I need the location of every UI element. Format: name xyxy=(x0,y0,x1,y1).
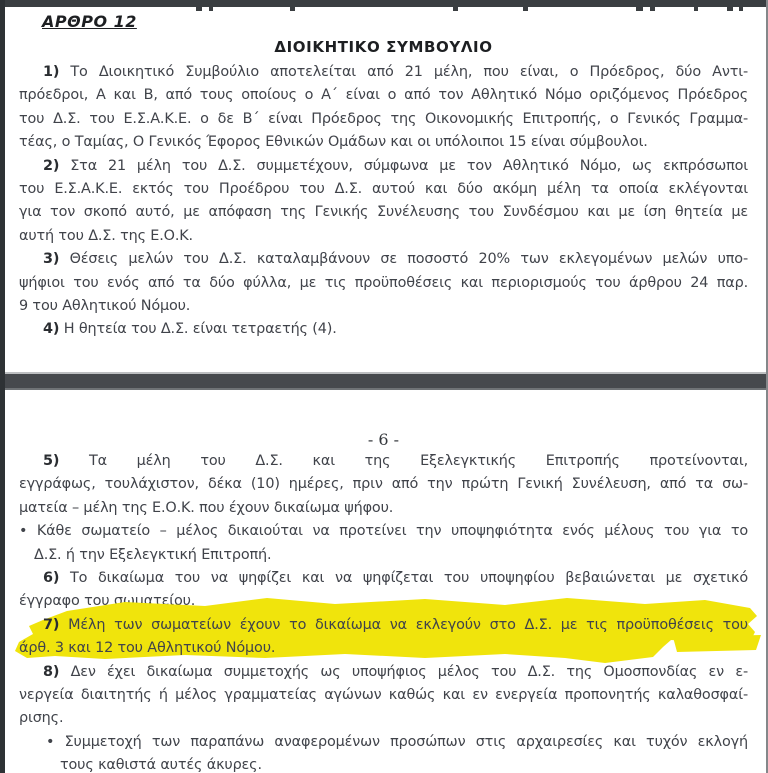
viewer-top-edge xyxy=(0,0,768,7)
text-line: 4) Η θητεία του Δ.Σ. είναι τετραετής (4). xyxy=(43,321,337,338)
bullet-item-2 xyxy=(46,731,748,773)
text-line: 3) Θέσεις μελών του Δ.Σ. καταλαμβάνουν σε ποσοστό 20% των εκλεγομένων μελών υπο- xyxy=(43,251,748,268)
text-line: 5) Τα μέλη του Δ.Σ. και της Εξελεγκτικής Επιτροπής προτείνονται, xyxy=(43,453,748,469)
paragraph-2 xyxy=(19,155,748,249)
scan-artifact xyxy=(196,7,202,11)
text-line: τους καθιστά αυτές άκυρες. xyxy=(60,757,262,773)
text-line: ματεία – μέλη της Ε.Ο.Κ. που έχουν δικαίωμα ψήφου. xyxy=(19,499,394,516)
paragraph-3 xyxy=(19,248,748,318)
text-line: 2) Στα 21 μέλη του Δ.Σ. συμμετέχουν, σύμφωνα με τον Αθλητικό Νόμο, ως εκπρόσωποι xyxy=(43,157,748,174)
text-line: του Δ.Σ. του Ε.Σ.Α.Κ.Ε. ο δε Β΄ είναι Πρόεδρος της Οικονομικής Επιτροπής, ο Γενικός Γραμμα- xyxy=(19,110,748,127)
scan-artifact xyxy=(523,7,528,11)
paragraph-1 xyxy=(19,61,748,155)
text-line: του Ε.Σ.Α.Κ.Ε. εκτός του Προέδρου του Δ.Σ. αυτού και δύο ακόμη μέλη τα οποία εκλέγονται xyxy=(19,181,748,198)
text-line: • Συμμετοχή των παραπάνω αναφερομένων προσώπων στις αρχαιρεσίες και τυχόν εκλογή xyxy=(46,733,748,750)
text-line: 6) Το δικαίωμα του να ψηφίζει και να ψηφίζεται του υποψηφίου βεβαιώνεται με σχετικό xyxy=(43,570,748,587)
text-line: 1) Το Διοικητικό Συμβούλιο αποτελείται από 21 μέλη, που είναι, ο Πρόεδρος, δύο Αντι- xyxy=(43,64,748,80)
article-heading: ΑΡΘΡΟ 12 xyxy=(42,12,137,31)
text-line: 8) Δεν έχει δικαίωμα συμμετοχής ως υποψήφιος μέλος του Δ.Σ. της Ομοσπονδίας εν ε- xyxy=(43,663,748,680)
text-line: αυτή του Δ.Σ. της Ε.Ο.Κ. xyxy=(19,227,193,244)
scan-artifact xyxy=(453,7,458,11)
text-line: ρισης. xyxy=(19,710,64,727)
page-number: - 6 - xyxy=(367,430,400,449)
text-line: πρόεδροι, Α και Β, από τους οποίους ο Α΄ είναι ο από τον Αθλητικό Νόμο οριζόμενος Πρόεδρος xyxy=(19,87,748,104)
page-2 xyxy=(5,392,768,773)
text-line: τέας, ο Ταμίας, Ο Γενικός Έφορος Εθνικών Ομάδων και οι υπόλοιποι 15 είναι σύμβουλοι. xyxy=(19,134,648,151)
bullet-item-1 xyxy=(19,520,748,567)
paragraph-7-highlighted xyxy=(19,614,748,661)
page-1 xyxy=(5,7,768,372)
text-line: για τον σκοπό αυτό, με απόφαση της Γενικής Συνέλευσης του Συνδέσμου και με ίση θητεία με xyxy=(19,204,748,221)
text-line: νεργεία διαιτητής ή μέλος γραμματείας αγώνων καθώς και εν ενεργεία προπονητής καλαθοσφαί- xyxy=(19,687,748,704)
page-left-edge xyxy=(0,0,5,773)
text-line: άρθ. 3 και 12 του Αθλητικού Νόμου. xyxy=(19,640,276,657)
page-gap xyxy=(0,372,768,390)
scan-artifact xyxy=(727,7,733,11)
scan-artifact xyxy=(290,7,295,11)
text-line: ψήφιοι του ενός από τα δύο φύλλα, με τις προϋποθέσεις και περιορισμούς του άρθρου 24 παρ. xyxy=(19,274,748,291)
text-line: 9 του Αθλητικού Νόμου. xyxy=(19,298,191,315)
paragraph-5 xyxy=(19,450,748,520)
text-line: • Κάθε σωματείο – μέλος δικαιούται να προτείνει την υποψηφιότητα ενός μέλους του για το xyxy=(19,523,748,540)
scan-artifact xyxy=(636,7,643,11)
scan-artifact xyxy=(209,7,213,11)
text-line: εγγράφως, τουλάχιστον, δέκα (10) ημέρες, πριν από την πρώτη Γενική Συνέλευση, από τα σω- xyxy=(19,476,748,493)
scan-artifact xyxy=(739,7,743,11)
scan-artifact xyxy=(694,7,698,11)
text-line: έγγραφο του σωματείου. xyxy=(19,593,196,610)
text-line: Δ.Σ. ή την Εξελεγκτική Επιτροπή. xyxy=(34,546,272,563)
paragraph-4 xyxy=(19,318,748,341)
scan-artifact xyxy=(650,7,655,11)
text-line: 7) Μέλη των σωματείων έχουν το δικαίωμα να εκλεγούν στο Δ.Σ. με τις προϋποθέσεις του xyxy=(43,616,748,633)
section-title: ΔΙΟΙΚΗΤΙΚΟ ΣΥΜΒΟΥΛΙΟ xyxy=(274,38,493,56)
